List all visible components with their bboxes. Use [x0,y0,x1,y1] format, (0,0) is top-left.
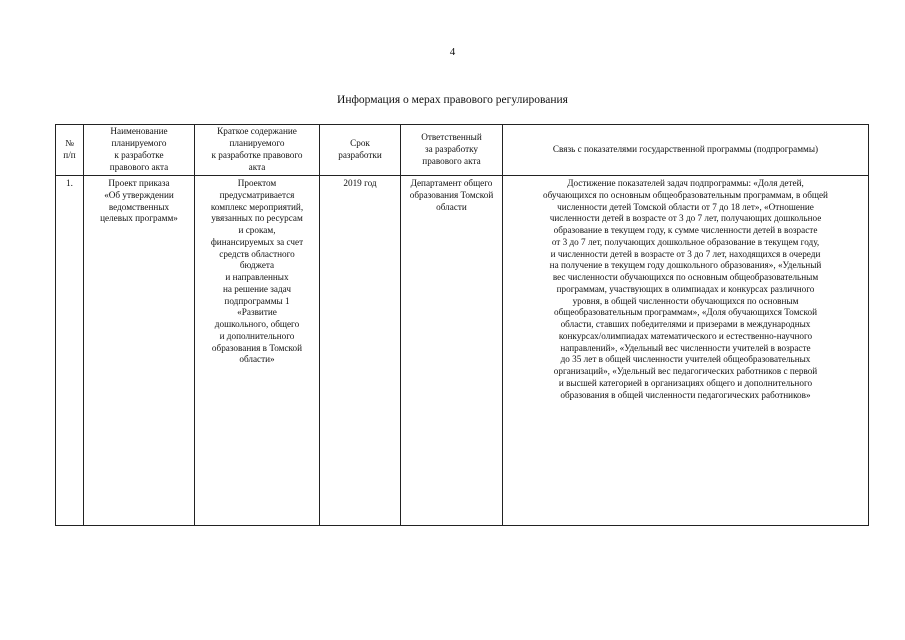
header-row [56,125,869,176]
row-deadline: 2019 год [320,176,401,526]
legal-measures-table [55,124,869,526]
header-num: № п/п [56,125,84,176]
row-summary: Проектом предусматривается комплекс мероприятий, увязанных по ресурсам и срокам, финансируемых за счет средств областного бюджета и направленных на решение задач подпрограммы 1 «Развитие дошкольного, общего и дополнительного образования в Томской области» [195,176,320,526]
row-name: Проект приказа «Об утверждении ведомственных целевых программ» [84,176,195,526]
row-responsible: Департамент общего образования Томской области [401,176,503,526]
row-link: Достижение показателей задач подпрограммы: «Доля детей, обучающихся по основным общеобразовательным программам, в общей численности детей Томской области от 7 до 18 лет», «Отношение численности детей в возрасте от 3 до 7 лет, получающих дошкольное образование в текущем году, к сумме численности детей в возрасте от 3 до 7 лет, получающих дошкольное образование в текущем году, и численности детей в возрасте от 3 до 7 лет, находящихся в очереди на получение в текущем году дошкольного образования», «Удельный вес численности обучающихся по основным общеобразовательным программам, участвующих в олимпиадах и конкурсах различного уровня, в общей численности обучающихся по основным общеобразовательным программам», «Доля обучающихся Томской области, ставших победителями и призерами в международных конкурсах/олимпиадах математического и естественно-научного направлений», «Удельный вес численности учителей в возрасте до 35 лет в общей численности учителей общеобразовательных организаций», «Удельный вес педагогических работников с первой и высшей категорией в организациях общего и дополнительного образования в общей численности педагогических работников» [503,176,869,526]
header-link: Связь с показателями государственной программы (подпрограммы) [503,125,869,176]
header-deadline: Срок разработки [320,125,401,176]
table-row [56,176,869,526]
header-name: Наименование планируемого к разработке правового акта [84,125,195,176]
document-title: Информация о мерах правового регулирования [337,94,568,106]
header-responsible: Ответственный за разработку правового акта [401,125,503,176]
table-body [56,176,869,526]
header-summary: Краткое содержание планируемого к разработке правового акта [195,125,320,176]
row-num: 1. [56,176,84,526]
page-number: 4 [449,46,456,58]
table-header [56,125,869,176]
